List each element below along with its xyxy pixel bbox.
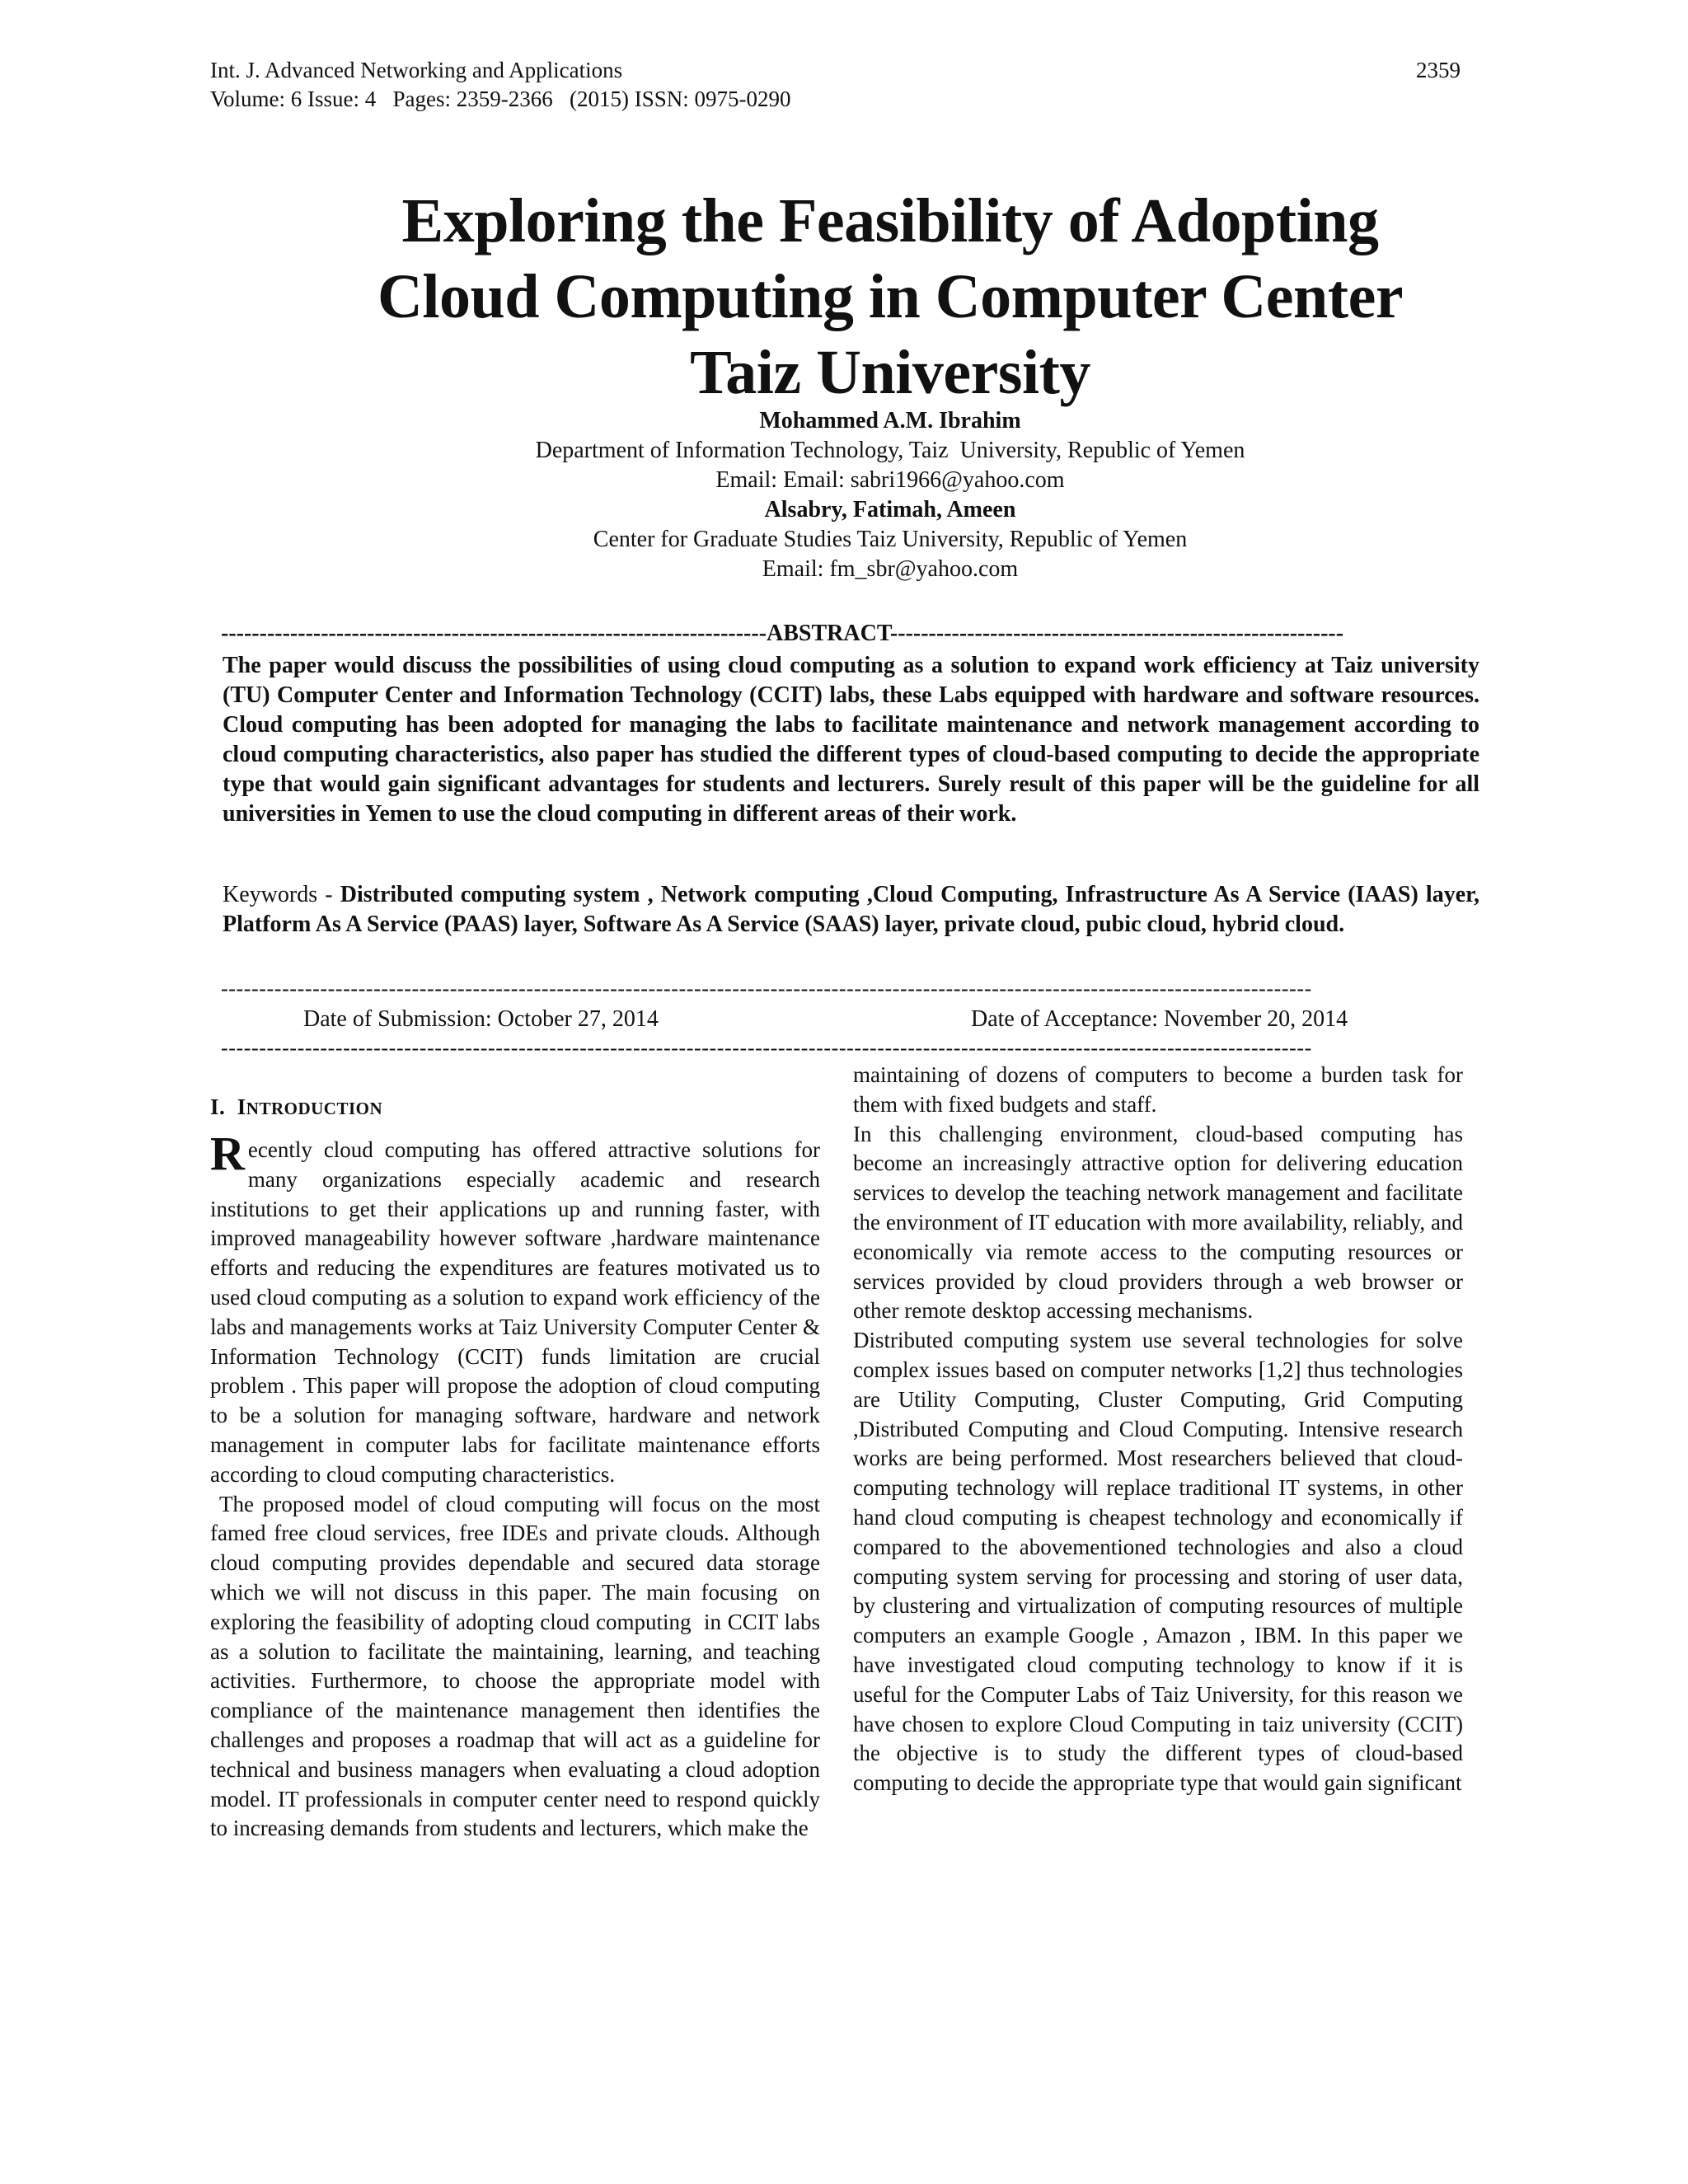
body-paragraph: Distributed computing system use several technologies for solve complex issues based on computer networks [1,2] thus technologies are Utility Computing, Cluster Computing, Grid Computing ,Distributed Computing and Cloud Computing. Intensive research works are being performed. Most researchers believed that cloud-computing technology will replace traditional IT systems, in other hand cloud computing is cheapest technology and economically if compared to the abovementioned technologies and also a cloud computing system serving for processing and storing of user data, by clustering and virtualization of computing resources of multiple computers an example Google , Amazon , IBM. In this paper we have investigated cloud computing technology to know if it is useful for the Computer Labs of Taiz University, for this reason we have chosen to explore Cloud Computing in taiz university (CCIT) the objective is to study the different types of cloud-based computing to decide the appropriate type that would gain significant <box>853 1328 1463 1796</box>
author-email: Email: Email: sabri1966@yahoo.com <box>715 467 1065 493</box>
author-affiliation: Center for Graduate Studies Taiz University, Republic of Yemen <box>593 527 1188 552</box>
title-line: Exploring the Feasibility of Adopting <box>401 186 1379 255</box>
submission-date: Date of Submission: October 27, 2014 <box>303 1006 659 1032</box>
date-rule-top: ----------------------------------------------------------------------------------------------------------------------------------------------- <box>221 977 1312 1001</box>
acceptance-date: Date of Acceptance: November 20, 2014 <box>971 1006 1348 1032</box>
section-title-initial: I <box>237 1094 246 1119</box>
intro-paragraph <box>210 1127 820 1490</box>
author-email: Email: fm_sbr@yahoo.com <box>762 556 1019 582</box>
section-title-rest: NTRODUCTION <box>246 1099 383 1118</box>
journal-volume-info: Volume: 6 Issue: 4 Pages: 2359-2366 (2015) ISSN: 0975-0290 <box>210 87 791 111</box>
author-name: Alsabry, Fatimah, Ameen <box>764 497 1016 523</box>
abstract-text: The paper would discuss the possibilities of using cloud computing as a solution to expand work efficiency at Taiz university (TU) Computer Center and Information Technology (CCIT) labs, these Labs equipped with hardware and software resources. Cloud computing has been adopted for managing the labs to facilitate maintenance and network management according to cloud computing characteristics, also paper has studied the different types of cloud-based computing to decide the appropriate type that would gain significant advantages for students and lecturers. Surely result of this paper will be the guideline for all universities in Yemen to use the cloud computing in different areas of their work. <box>223 653 1479 827</box>
keywords <box>223 880 1479 940</box>
body-paragraph: maintaining of dozens of computers to become a burden task for them with fixed budgets and staff. <box>853 1062 1463 1117</box>
author-block <box>247 406 1533 584</box>
title-line: Taiz University <box>690 338 1090 407</box>
keywords-label: Keywords - <box>223 882 340 907</box>
title-line: Cloud Computing in Computer Center <box>377 262 1404 331</box>
page-number: 2359 <box>1416 58 1461 82</box>
body-paragraph: In this challenging environment, cloud-based computing has become an increasingly attractive option for delivering education services to develop the teaching network management and facilitate the environment of IT education with more availability, reliably, and economically via remote access to the computing resources or services provided by cloud providers through a web browser or other remote desktop accessing mechanisms. <box>853 1121 1463 1324</box>
body-paragraph: The proposed model of cloud computing will focus on the most famed free cloud services, free IDEs and private clouds. Although cloud computing provides dependable and secured data storage which we will not discuss in this paper. The main focusing on exploring the feasibility of adopting cloud computing in CCIT labs as a solution to facilitate the maintaining, learning, and teaching activities. Furthermore, to choose the appropriate model with compliance of the maintenance management then identifies the challenges and proposes a roadmap that will act as a guideline for technical and business managers when evaluating a cloud adoption model. IT professionals in computer center need to respond quickly to increasing demands from students and lecturers, which make the <box>210 1491 826 1841</box>
date-rule-bottom: ----------------------------------------------------------------------------------------------------------------------------------------------- <box>221 1036 1312 1060</box>
author-name: Mohammed A.M. Ibrahim <box>759 408 1021 434</box>
section-number: I. <box>210 1094 226 1119</box>
right-column <box>853 1061 1463 1798</box>
author-affiliation: Department of Information Technology, Taiz University, Republic of Yemen <box>535 438 1245 463</box>
abstract-divider: -----------------------------------------------------------------------ABSTRACT----------------------------------------------------------- <box>221 621 1344 646</box>
journal-name: Int. J. Advanced Networking and Applications <box>210 58 623 82</box>
drop-cap: R <box>210 1127 245 1180</box>
section-heading <box>210 1094 382 1120</box>
intro-paragraph-text: ecently cloud computing has offered attractive solutions for many organizations especially academic and research institutions to get their applications up and running faster, with improved manageability however software ,hardware maintenance efforts and reducing the expenditures are features motivated us to used cloud computing as a solution to expand work efficiency of the labs and managements works at Taiz University Computer Center & Information Technology (CCIT) funds limitation are crucial problem . This paper will propose the adoption of cloud computing to be a solution for managing software, hardware and network management in computer labs for facilitate maintenance efforts according to cloud computing characteristics. <box>210 1137 820 1487</box>
paper-title <box>247 183 1533 410</box>
left-column <box>210 1127 826 1844</box>
keywords-list: Distributed computing system , Network computing ,Cloud Computing, Infrastructure As A Service (IAAS) layer, Platform As A Service (PAAS) layer, Software As A Service (SAAS) layer, private cloud, pubic cloud, hybrid cloud. <box>223 882 1479 937</box>
